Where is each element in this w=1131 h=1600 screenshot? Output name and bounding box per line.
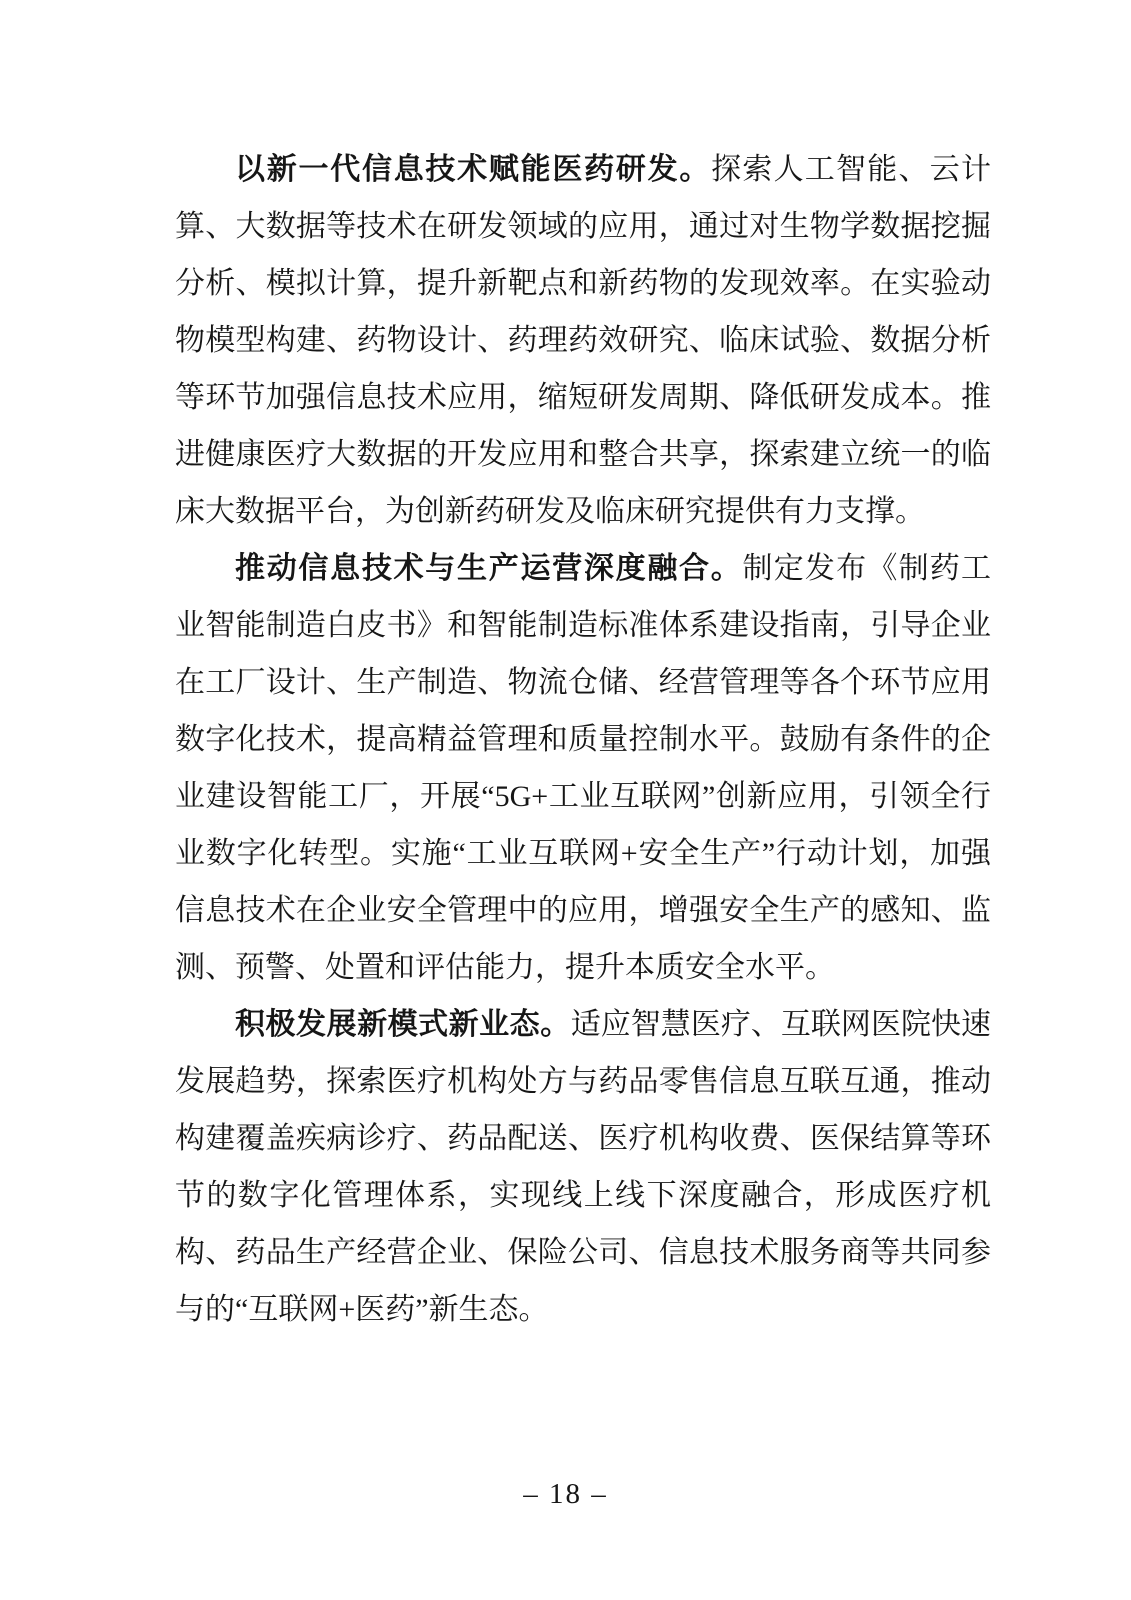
paragraph-text: 适应智慧医疗、互联网医院快速发展趋势，探索医疗机构处方与药品零售信息互联互通，推动构建覆盖疾病诊疗、药品配送、医疗机构收费、医保结算等环节的数字化管理体系，实现线上线下深度融合，形成医疗机构、药品生产经营企业、保险公司、信息技术服务商等共同参与的“互联网+医药”新生态。 bbox=[175, 1008, 992, 1326]
document-body bbox=[175, 141, 991, 1338]
paragraph-text: 制定发布《制药工业智能制造白皮书》和智能制造标准体系建设指南，引导企业在工厂设计、生产制造、物流仓储、经营管理等各个环节应用数字化技术，提高精益管理和质量控制水平。鼓励有条件的企业建设智能工厂，开展“5G+工业互联网”创新应用，引领全行业数字化转型。实施“工业互联网+安全生产”行动计划，加强信息技术在企业安全管理中的应用，增强安全生产的感知、监测、预警、处置和评估能力，提升本质安全水平。 bbox=[175, 552, 992, 984]
paragraph-lead: 推动信息技术与生产运营深度融合。 bbox=[235, 552, 743, 585]
paragraph-rd-empowerment bbox=[175, 141, 991, 540]
paragraph-lead: 积极发展新模式新业态。 bbox=[235, 1008, 571, 1041]
paragraph-new-models bbox=[175, 996, 991, 1338]
page-number: – 18 – bbox=[523, 1478, 608, 1510]
paragraph-lead: 以新一代信息技术赋能医药研发。 bbox=[235, 153, 712, 186]
paragraph-it-production-integration bbox=[175, 540, 991, 996]
paragraph-text: 探索人工智能、云计算、大数据等技术在研发领域的应用，通过对生物学数据挖掘分析、模拟计算，提升新靶点和新药物的发现效率。在实验动物模型构建、药物设计、药理药效研究、临床试验、数据分析等环节加强信息技术应用，缩短研发周期、降低研发成本。推进健康医疗大数据的开发应用和整合共享，探索建立统一的临床大数据平台，为创新药研发及临床研究提供有力支撑。 bbox=[175, 153, 992, 528]
